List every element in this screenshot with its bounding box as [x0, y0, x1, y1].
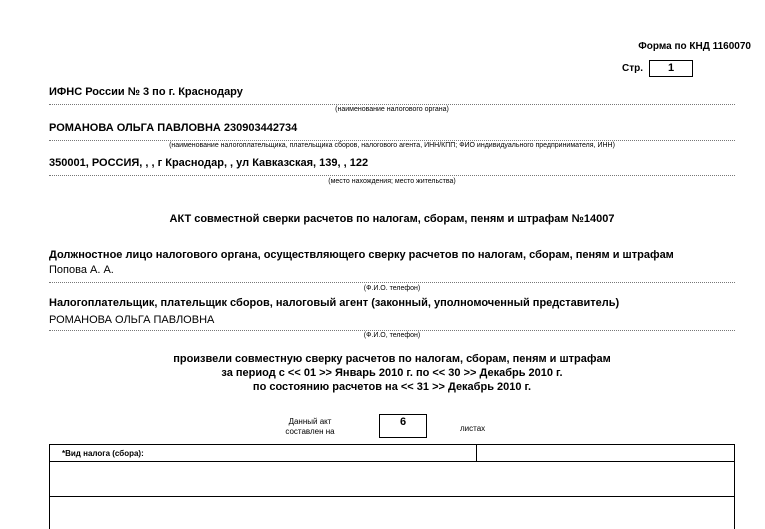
page-number-box: 1: [649, 60, 693, 77]
tax-authority-name: ИФНС России № 3 по г. Краснодару: [49, 86, 243, 98]
official-name: Попова А. А.: [49, 264, 114, 276]
authority-caption: (наименование налогового органа): [49, 106, 735, 113]
table-row: [50, 462, 735, 497]
tax-type-table: [49, 444, 735, 529]
period-line-2: за период с << 01 >> Январь 2010 г. по << 30 >> Декабрь 2010 г.: [49, 367, 735, 379]
sheets-label: [270, 417, 350, 437]
tax-type-value-cell: [477, 445, 735, 462]
taxpayer-underline: [49, 140, 735, 141]
official-caption: (Ф.И.О. телефон): [49, 285, 735, 292]
period-line-3: по состоянию расчетов на << 31 >> Декабрь 2010 г.: [49, 381, 735, 393]
taxpayer-caption: (наименование налогоплательщика, плательщика сборов, налогового агента, ИНН/КПП; ФИО индивидуального предпринимателя, ИНН): [49, 142, 735, 149]
taxpayer-address: 350001, РОССИЯ, , , г Краснодар, , ул Кавказская, 139, , 122: [49, 157, 368, 169]
form-code: Форма по КНД 1160070: [638, 41, 751, 52]
payer-rep-underline: [49, 330, 735, 331]
sheets-label-line-1: Данный акт: [270, 417, 350, 427]
act-title: АКТ совместной сверки расчетов по налогам, сборам, пеням и штрафам №14007: [49, 213, 735, 225]
sheets-label-line-2: составлен на: [270, 427, 350, 437]
table-row: [50, 497, 735, 529]
tax-type-label: *Вид налога (сбора):: [62, 449, 144, 458]
table-row-cell: [50, 497, 735, 529]
taxpayer-name-inn: РОМАНОВА ОЛЬГА ПАВЛОВНА 230903442734: [49, 122, 297, 134]
tax-type-label-cell: [50, 445, 477, 462]
authority-underline: [49, 104, 735, 105]
table-header-row: [50, 445, 735, 462]
payer-rep-caption: (Ф.И.О, телефон): [49, 332, 735, 339]
period-line-1: произвели совместную сверку расчетов по налогам, сборам, пеням и штрафам: [49, 353, 735, 365]
table-row-cell: [50, 462, 735, 497]
address-caption: (место нахождения; место жительства): [49, 178, 735, 185]
address-underline: [49, 175, 735, 176]
page-label: Стр.: [622, 63, 643, 74]
payer-rep-name: РОМАНОВА ОЛЬГА ПАВЛОВНА: [49, 314, 214, 326]
sheets-count-box: 6: [379, 414, 427, 438]
official-label: Должностное лицо налогового органа, осуществляющего сверку расчетов по налогам, сборам, пеням и штрафам: [49, 249, 674, 261]
payer-rep-label: Налогоплательщик, плательщик сборов, налоговый агент (законный, уполномоченный представитель): [49, 297, 619, 309]
official-underline: [49, 282, 735, 283]
sheets-suffix: листах: [460, 424, 485, 433]
